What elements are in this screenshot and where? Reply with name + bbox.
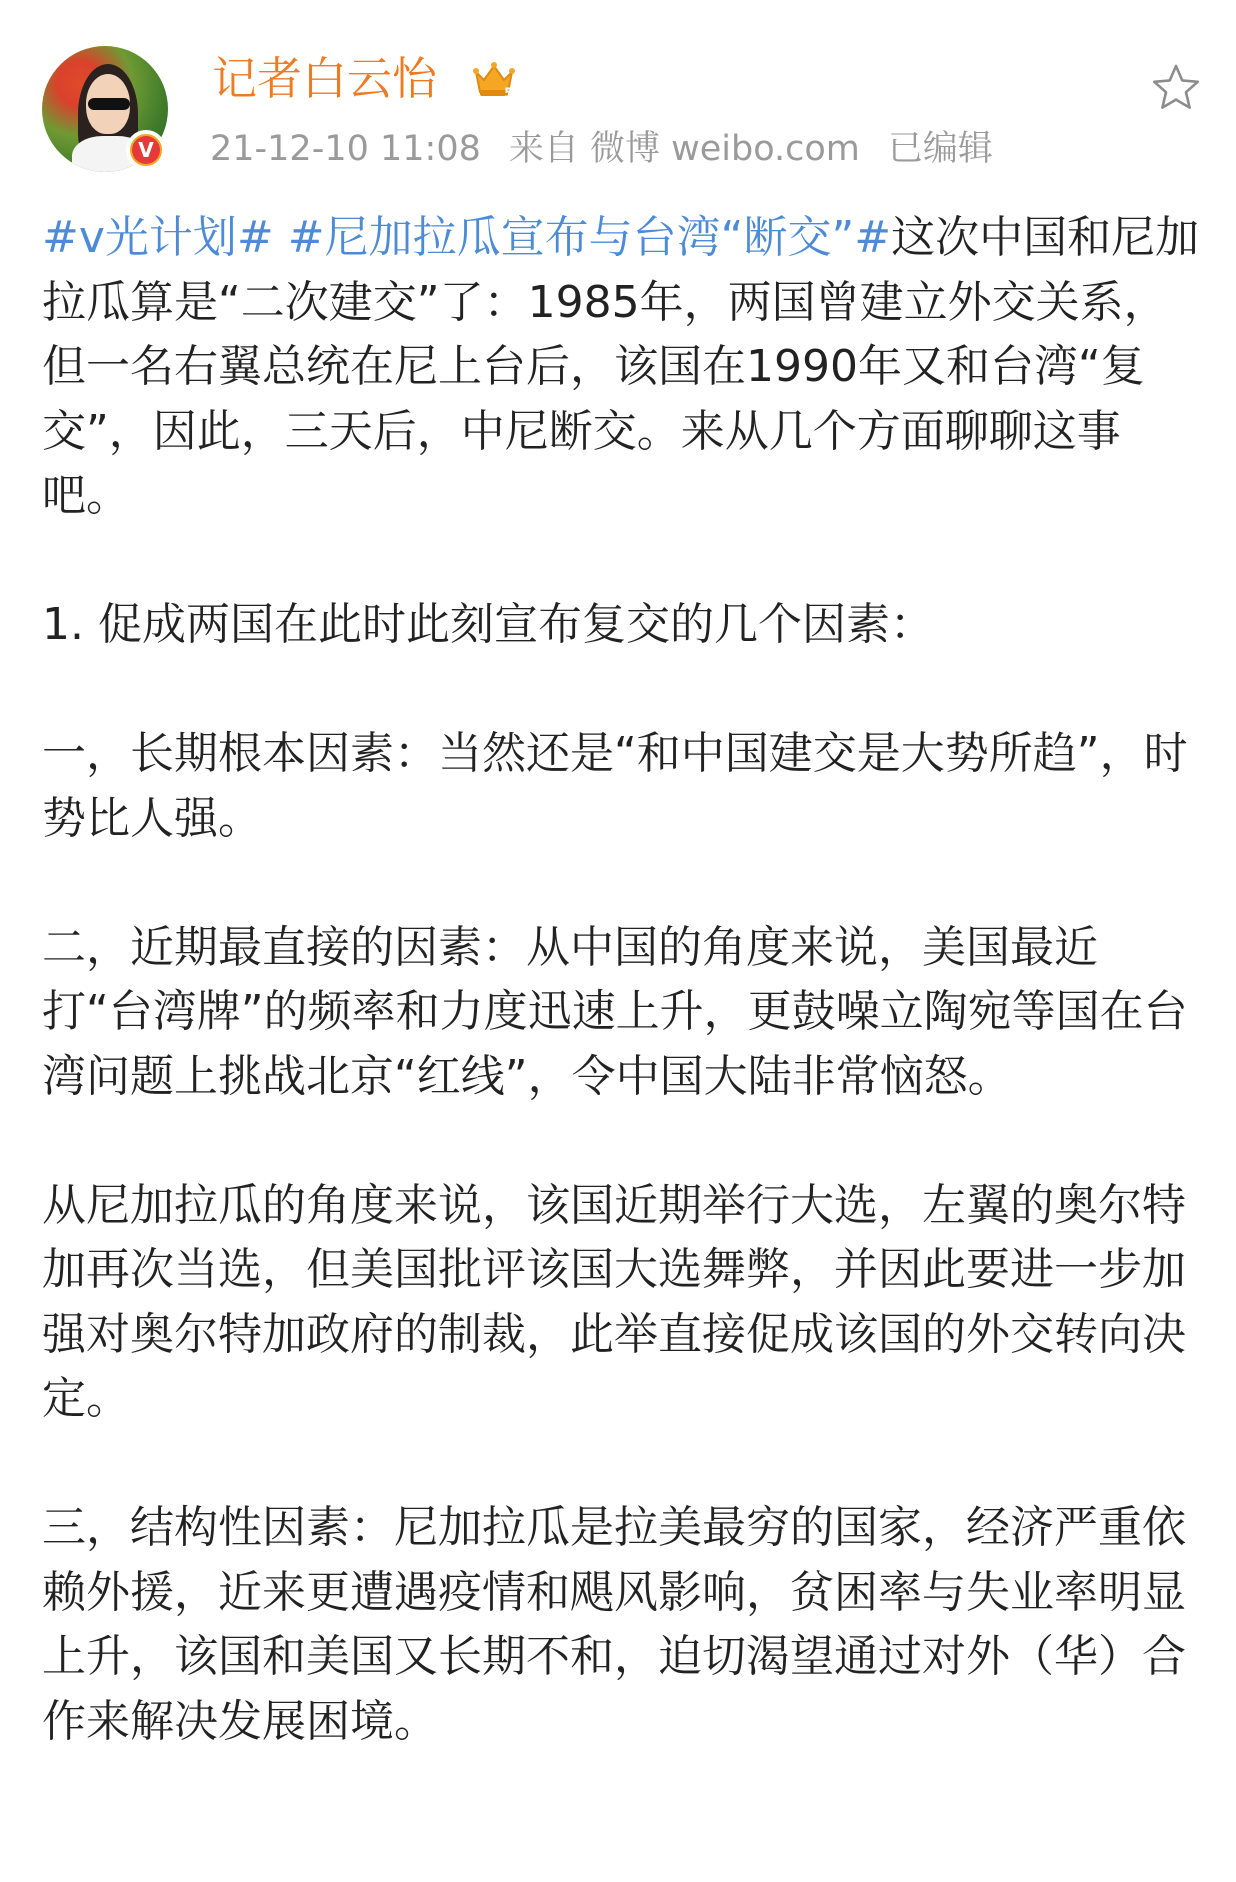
paragraph-gap <box>42 529 1202 594</box>
factor-structural: 三，结构性因素：尼加拉瓜是拉美最穷的国家，经济严重依赖外援，近来更遭遇疫情和飓风影响，贫困率与失业率明显上升，该国和美国又长期不和，迫切渴望通过对外（华）合作来解决发展困境。 <box>42 1502 1186 1747</box>
verified-badge-label: V <box>132 136 160 164</box>
paragraph-gap <box>42 1432 1202 1497</box>
post-source[interactable]: 来自 微博 weibo.com <box>508 129 860 169</box>
intro-text: 这次中国和尼加拉瓜算是“二次建交”了：1985年，两国曾建立外交关系，但一名右翼总统在尼上台后，该国在1990年又和台湾“复交”，因此，三天后，中尼断交。来从几个方面聊聊这事吧。 <box>42 212 1200 521</box>
paragraph-gap <box>42 851 1202 916</box>
avatar-sunglasses <box>88 98 130 110</box>
edited-label[interactable]: 已编辑 <box>887 129 993 169</box>
hashtag-link[interactable]: #v光计划# <box>42 212 274 263</box>
post-meta <box>210 126 1021 172</box>
crown-icon[interactable] <box>470 54 518 102</box>
username[interactable]: 记者白云怡 <box>212 52 438 105</box>
hashtag-link[interactable]: #尼加拉瓜宣布与台湾“断交”# <box>287 212 892 263</box>
post-intro <box>42 206 1202 529</box>
post-body <box>42 206 1202 1754</box>
factor-nicaragua-view: 从尼加拉瓜的角度来说，该国近期举行大选，左翼的奥尔特加再次当选，但美国批评该国大选舞弊，并因此要进一步加强对奥尔特加政府的制裁，此举直接促成该国的外交转向决定。 <box>42 1179 1186 1424</box>
post-header <box>0 0 1236 190</box>
verified-v-icon <box>126 130 166 170</box>
star-outline-icon[interactable] <box>1148 60 1204 116</box>
paragraph-gap <box>42 658 1202 723</box>
crown-level: 5 <box>504 86 514 102</box>
section-title: 1. 促成两国在此时此刻宣布复交的几个因素： <box>42 599 934 650</box>
post-timestamp: 21-12-10 11:08 <box>210 129 481 169</box>
paragraph-gap <box>42 1109 1202 1174</box>
factor-recent: 二，近期最直接的因素：从中国的角度来说，美国最近打“台湾牌”的频率和力度迅速上升，更鼓噪立陶宛等国在台湾问题上挑战北京“红线”，令中国大陆非常恼怒。 <box>42 921 1188 1102</box>
factor-long-term: 一，长期根本因素：当然还是“和中国建交是大势所趋”，时势比人强。 <box>42 728 1188 844</box>
